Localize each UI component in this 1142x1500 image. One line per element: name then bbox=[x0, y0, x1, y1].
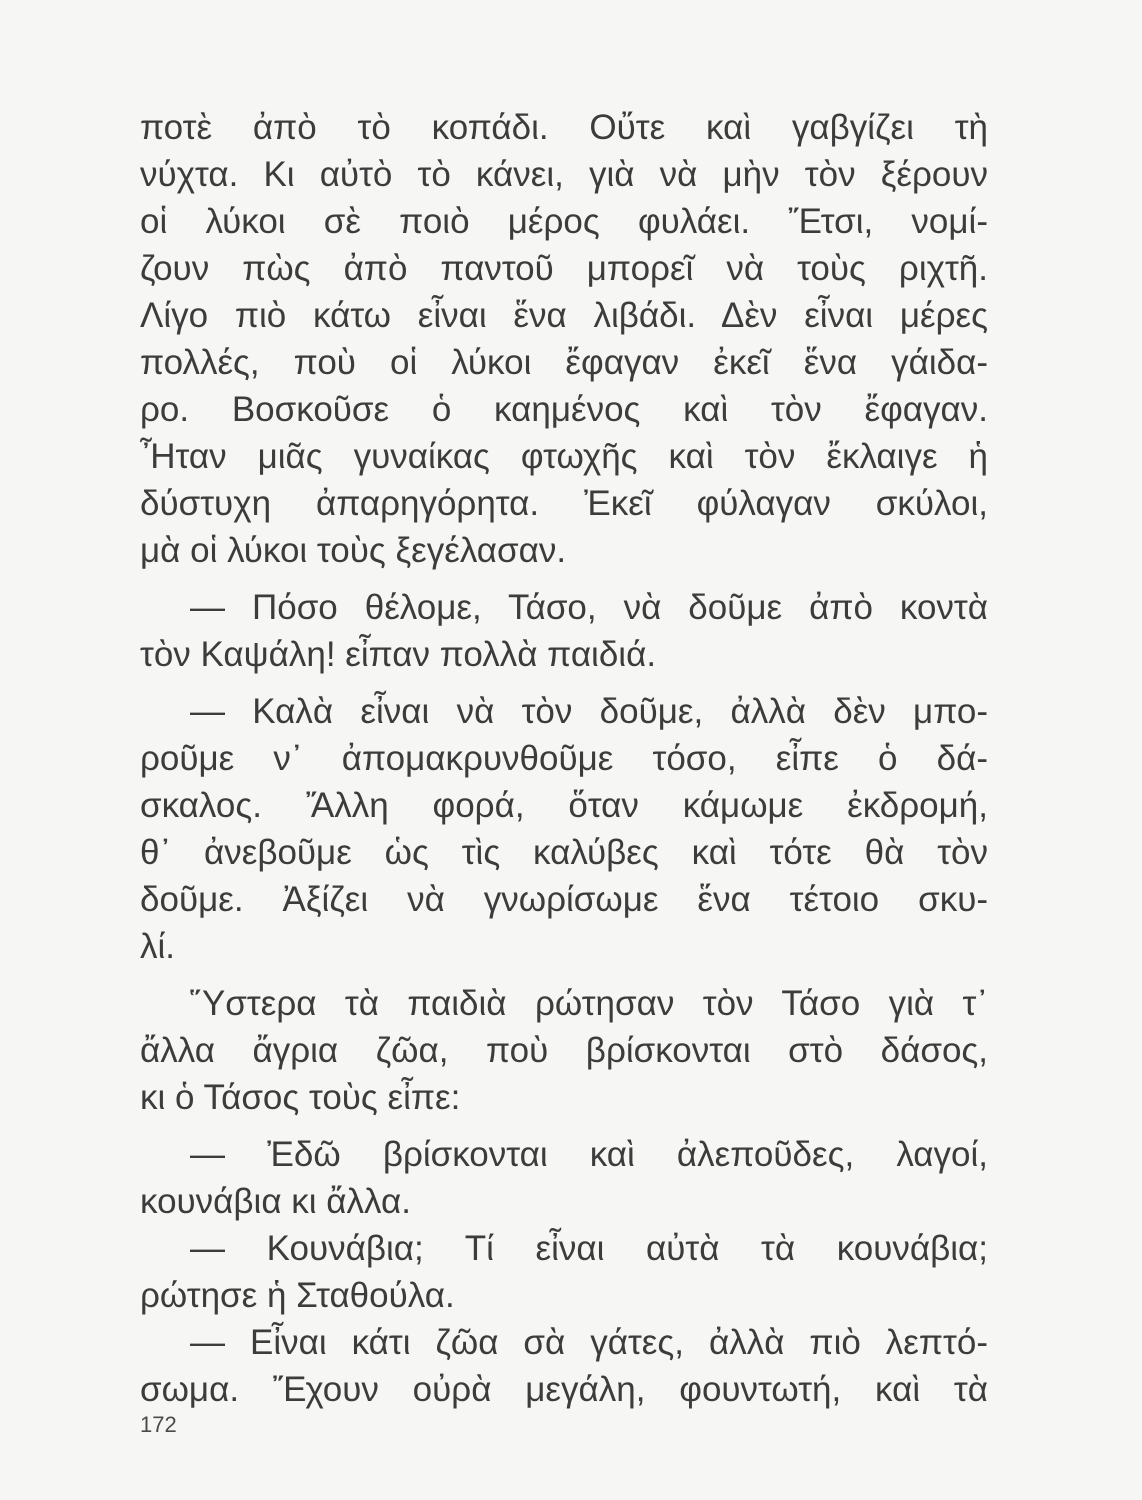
paragraph bbox=[140, 1319, 988, 1413]
text-line: τὸν Καψάλη! εἶπαν πολλὰ παιδιά. bbox=[140, 635, 657, 674]
text-line: Ὕστερα τὰ παιδιὰ ρώτησαν τὸν Τάσο γιὰ τ᾿ bbox=[190, 984, 988, 1023]
text-line: οἱ λύκοι σὲ ποιὸ μέρος φυλάει. Ἔτσι, νομί- bbox=[140, 202, 988, 241]
text-line: ρο. Βοσκοῦσε ὁ καημένος καὶ τὸν ἔφαγαν. bbox=[140, 390, 988, 429]
text-line: ζουν πὼς ἀπὸ παντοῦ μπορεῖ νὰ τοὺς ριχτῆ. bbox=[140, 249, 988, 288]
text-line: — Κουνάβια; Τί εἶναι αὐτὰ τὰ κουνάβια; bbox=[190, 1229, 988, 1268]
text-line: — Πόσο θέλομε, Τάσο, νὰ δοῦμε ἀπὸ κοντὰ bbox=[190, 588, 988, 627]
text-line: κι ὁ Τάσος τοὺς εἶπε: bbox=[140, 1078, 461, 1117]
text-line: πολλές, ποὺ οἱ λύκοι ἔφαγαν ἐκεῖ ἕνα γάιδα- bbox=[140, 343, 988, 382]
paragraph bbox=[140, 980, 988, 1121]
text-line: δύστυχη ἀπαρηγόρητα. Ἐκεῖ φύλαγαν σκύλοι, bbox=[140, 484, 988, 523]
text-line: — Εἶναι κάτι ζῶα σὰ γάτες, ἀλλὰ πιὸ λεπτό- bbox=[190, 1323, 988, 1362]
text-line: θ᾿ ἀνεβοῦμε ὡς τὶς καλύβες καὶ τότε θὰ τὸν bbox=[140, 833, 988, 872]
text-line: ροῦμε ν᾿ ἀπομακρυνθοῦμε τόσο, εἶπε ὁ δά- bbox=[140, 739, 988, 778]
text-line: ποτὲ ἀπὸ τὸ κοπάδι. Οὔτε καὶ γαβγίζει τὴ bbox=[140, 108, 988, 147]
text-line: νύχτα. Κι αὐτὸ τὸ κάνει, γιὰ νὰ μὴν τὸν ξέρουν bbox=[140, 155, 988, 194]
page-text bbox=[140, 104, 988, 1413]
paragraph bbox=[140, 104, 988, 574]
paragraph bbox=[140, 688, 988, 970]
text-line: σωμα. Ἔχουν οὐρὰ μεγάλη, φουντωτή, καὶ τὰ bbox=[140, 1370, 988, 1409]
text-line: σκαλος. Ἄλλη φορά, ὅταν κάμωμε ἐκδρομή, bbox=[140, 786, 988, 825]
text-line: Ἦταν μιᾶς γυναίκας φτωχῆς καὶ τὸν ἔκλαιγε ἡ bbox=[140, 437, 988, 476]
text-line: ρώτησε ἡ Σταθούλα. bbox=[140, 1276, 455, 1315]
text-line: λί. bbox=[140, 927, 175, 966]
text-line: — Καλὰ εἶναι νὰ τὸν δοῦμε, ἀλλὰ δὲν μπο- bbox=[190, 692, 988, 731]
text-line: κουνάβια κι ἄλλα. bbox=[140, 1182, 411, 1221]
text-line: ἄλλα ἄγρια ζῶα, ποὺ βρίσκονται στὸ δάσος, bbox=[140, 1031, 988, 1070]
paragraph bbox=[140, 1225, 988, 1319]
paragraph bbox=[140, 584, 988, 678]
text-line: — Ἐδῶ βρίσκονται καὶ ἀλεποῦδες, λαγοί, bbox=[190, 1135, 988, 1174]
page-number: 172 bbox=[140, 1412, 177, 1437]
paragraph bbox=[140, 1131, 988, 1225]
text-line: δοῦμε. Ἀξίζει νὰ γνωρίσωμε ἕνα τέτοιο σκυ- bbox=[140, 880, 988, 919]
text-line: μὰ οἱ λύκοι τοὺς ξεγέλασαν. bbox=[140, 531, 567, 570]
text-line: Λίγο πιὸ κάτω εἶναι ἕνα λιβάδι. Δὲν εἶναι μέρες bbox=[140, 296, 988, 335]
